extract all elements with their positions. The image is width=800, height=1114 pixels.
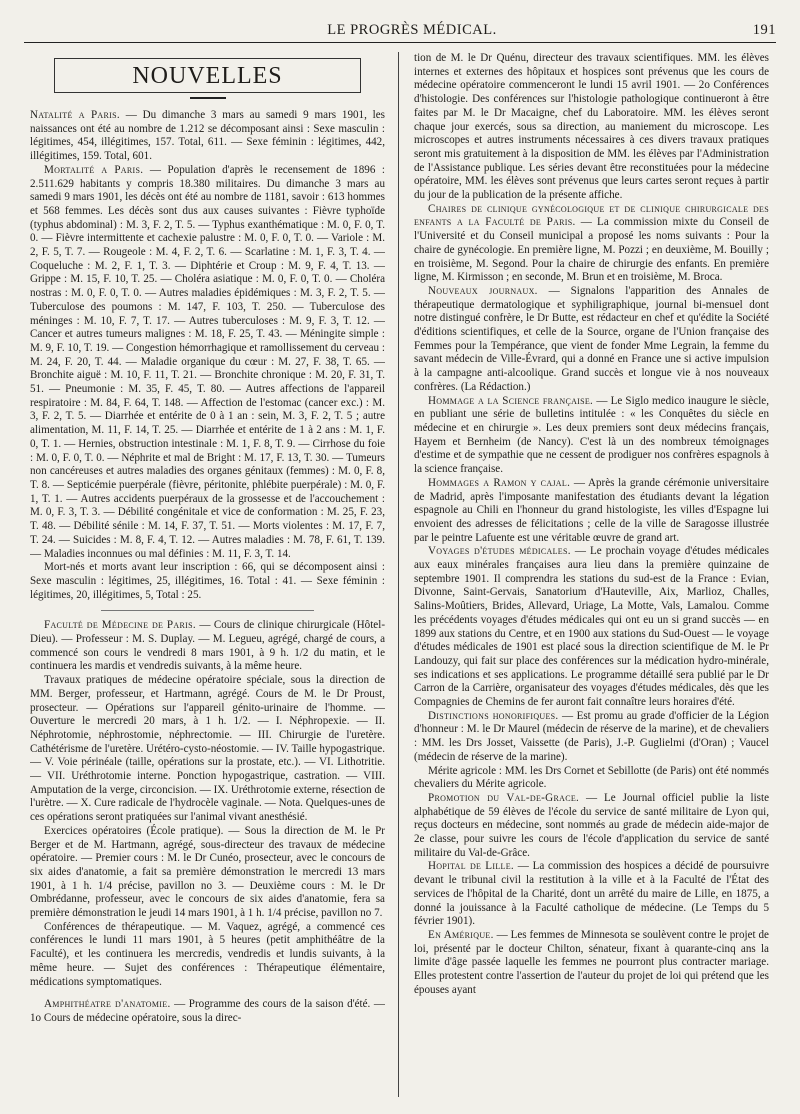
article-mortalite: Mortalité a Paris. — Population d'après le recensement de 1896 : 2.511.629 habitants y compris 18.380 militaires. Du dimanche 3 mars au samedi 9 mars 1901, les décès ont été au nombre de 1181, savoir : 613 hommes et 568 femmes. Les décès sont dus aux causes suivantes : Fièvre typhoïde (typhus abdominal) : M. 3, F. 2, T. 5. — Typhus exanthématique : M. 0, F. 0, T. 0. — Fièvre intermittente et cachexie palustre : M. 0, F. 0, T. 0. — Variole : M. 2, F. 5, T. 7. — Rougeole : M. 4, F. 2, T. 6. — Scarlatine : M. 1, F. 3, T. 4. — Coqueluche : M. 2, F. 1, T. 3. — Diphtérie et Croup : M. 9, F. 4, T. 13. — Grippe : M. 15, F. 10, T. 25. — Choléra asiatique : M. 0, F. 0, T. 0. — Choléra nostras : M. 0, F. 0, T. 0. — Autres maladies épidémiques : M. 3, F. 2, T. 5. — Tuberculose des poumons : M. 147, F. 103, T. 250. — Tuberculose des méninges : M. 10, F. 7, T. 17. — Autres tuberculoses : M. 9, F. 3, T. 12. — Cancer et autres tumeurs malignes : M. 18, F. 25, T. 43. — Méningite simple : M. 9, F. 10, T. 19. — Congestion hémorrhagique et ramollissement du cerveau : M. 24, F. 20, T. 44. — Maladie organique du cœur : M. 27, F. 38, T. 65. — Bronchite aiguë : M. 10, F. 11, T. 21. — Bronchite chronique : M. 20, F. 31, T. 51. — Pneumonie : M. 35, F. 45, T. 80. — Autres affections de l'appareil respiratoire : M. 84, F. 64, T. 148. — Affection de l'estomac (cancer exc.) : M. 3, F. 2, T. 5. — Diarrhée et entérite de 0 à 1 an : sein, M. 3, F. 2, T. 5 ; autre alimentation, M. 11, F. 14, T. 25. — Diarrhée et entérite de 1 à 2 ans : M. 1, F. 0, T. 1. — Hernies, obstruction intestinale : M. 1, F. 8, T. 9. — Cirrhose du foie : M. 0, F. 0, T. 0. — Néphrite et mal de Bright : M. 17, F. 13, T. 30. — Tumeurs non cancéreuses et autres maladies des organes génitaux (femmes) : M. 0, F. 8, T. 8. — Septicémie puerpérale (fièvre, péritonite, phlébite puerpérale) : M. 0, F. 1, T. 1. — Autres accidents puerpéraux de la grossesse et de l'accouchement : M. 0, F. 3, T. 3. — Débilité congénitale et vice de conformation : M. 25, F. 23, T. 48. — Débilité sénile : M. 14, F. 37, T. 51. — Morts violentes : M. 17, F. 7, T. 24. — Suicides : M. 8, F. 4, T. 12. — Autres maladies : M. 78, F. 61, T. 139. — Maladies inconnues ou mal définies : M. 11, F. 3, T. 14. [30,163,385,560]
right-column [414,52,769,1092]
article-ramon-y-cajal: Hommages a Ramon y cajal. — Après la grande cérémonie universitaire de Madrid, après l'imposante manifestation des étudiants devant la légation espagnole au Chili en l'honneur du grand histologiste, les villes d'Espagne lui envoient des adresses de félicitations ; celle de la ville de Saragosse illustrée par le peintre Lafuente est une véritable œuvre de grand art. [414,476,769,544]
article-natalite: Natalité a Paris. — Du dimanche 3 mars au samedi 9 mars 1901, les naissances ont été au nombre de 1.212 se décomposant ainsi : Sexe masculin : légitimes, 454, illégitimes, 157. Total, 611. — Sexe féminin : légitimes, 442, illégitimes, 159. Total, 601. [30,109,385,163]
left-column [30,52,385,1092]
article-hommage-science: Hommage a la Science française. — Le Siglo medico inaugure le siècle, en publiant une série de bulletins intitulée : « les Conquêtes du siècle en médecine et en chirurgie ». Les deux premiers sont deux médecins français, Hayem et Bernheim (de Nancy). C'est là un des nombreux témoignages d'estime et de sympathie que ne cessent de prodiguer nos confrères espagnols à la science française. [414,394,769,476]
article-exercices-operatoires: Exercices opératoires (École pratique). — Sous la direction de M. le Pr Berger et de M. Hartmann, agrégé, sous-directeur des travaux de médecine opératoire. — Premier cours : M. le Dr Cunéo, prosecteur, avec le concours de six aides d'anatomie, a fait sa première démonstration le mercredi 13 mars 1901, à 1 h. 1/4 précise, pavillon no 3. — Deuxième cours : M. le Dr Ombrédanne, professeur, avec le concours de six aides d'anatomie, fera sa première démonstration le jeudi 14 mars 1901, à 1 h. 1/4 précise, pavillon no 7. [30,824,385,920]
article-voyages-etudes: Voyages d'études médicales. — Le prochain voyage d'études médicales aux eaux minérales françaises aura lieu dans la première quinzaine de septembre 1901. Il comprendra les stations du sud-est de la France : Evian, Divonne, Saint-Gervais, Sanatorium d'Hauteville, Aix, Marlioz, Challes, Salins-Moûtiers, Brides, Allevard, Uriage, La Motte, Vals, Lamalou. Comme les précédents voyages d'études médicales qui ont eu un si grand succès — en 1899 aux stations du Centre, et en 1900 aux stations du Sud-Ouest — le voyage d'études médicales de 1901 est placé sous la direction scientifique de M. le Pr Landouzy, qui fait sur place des conférences sur la médication hydro-minérale, ses indications et ses applications. Le programme détaillé sera publié par le Dr Carron de la Carrière, organisateur des voyages d'études médicales, dès que les Compagnies de Chemins de fer auront fait connaître leurs horaires d'été. [414,545,769,709]
article-amphitheatre: Amphithéatre d'anatomie. — Programme des cours de la saison d'été. — 1o Cours de médecine opératoire, sous la direc- [30,998,385,1024]
journal-title: LE PROGRÈS MÉDICAL. [327,22,497,38]
page-number: 191 [752,22,776,38]
article-chaires-clinique: Chaires de clinique gynécologique et de clinique chirurgicale des enfants a la Faculté de Paris. — La commission mixte du Conseil de l'Université et du Conseil municipal a proposé les noms suivants : Pour la chaire de gynécologie. En première ligne, M. Pozzi ; en deuxième, M. Bouilly ; en troisième, M. Segond. Pour la chaire de chirurgie des enfants. En première ligne, M. Kirmisson ; en seconde, M. Brun et en troisième, M. Broca. [414,202,769,284]
article-conferences-therapeutique: Conférences de thérapeutique. — M. Vaquez, agrégé, a commencé ces conférences le lundi 11 mars 1901, à 5 heures (petit amphithéâtre de la Faculté), et les continuera les mercredis, vendredis et lundis suivants, à la même heure. — Sujet des conférences : Thérapeutique élémentaire, médications symptomatiques. [30,920,385,988]
column-rule [398,52,399,1097]
separator-rule [101,610,314,611]
section-title: NOUVELLES [54,58,361,93]
article-travaux-pratiques: Travaux pratiques de médecine opératoire spéciale, sous la direction de MM. Berger, professeur, et Hartmann, agrégé. Cours de M. le Dr Proust, prosecteur. — Opérations sur l'appareil génito-urinaire de l'homme. — Ouverture le mercredi 20 mars, à 1 h. 1/2. — I. Néphropexie. — II. Néphrotomie, néphrostomie, néphrectomie. — III. Chirurgie de l'uretère. Cathétérisme de l'uretère. Urétéro-cysto-néostomie. — IV. Taille hypogastrique. — V. Voie périnéale (taille, opérations sur la prostate, etc.). — VI. Lithotritie. — VII. Uréthrotomie interne. Ponction hypogastrique, castration. — VIII. Amputation de la verge, circoncision. — IX. Uréthrotomie externe, résection de l'urètre. — X. Cure radicale de l'hydrocèle vaginale. — Nota. Quelques-unes de ces opérations seront pratiquées sur l'animal vivant anesthésié. [30,674,385,824]
article-distinctions: Distinctions honorifiques. — Est promu au grade d'officier de la Légion d'honneur : M. le Dr Maurel (médecin de réserve de la marine), et de chevaliers : MM. les Drs Josset, Vaissette (de Paris), J.-P. Guglielmi (d'Oran) ; Vaucel (médecin de réserve de la marine). [414,709,769,763]
article-merite-agricole: Mérite agricole : MM. les Drs Cornet et Sebillotte (de Paris) ont été nommés chevaliers du Mérite agricole. [414,764,769,791]
running-head [48,22,776,40]
title-dash [190,97,226,99]
article-val-de-grace: Promotion du Val-de-Grace. — Le Journal officiel publie la liste alphabétique de 59 élèves de l'école du service de santé militaire de Lyon qui, reçus docteurs en médecine, sont nommés au grade de médecin aide-major de 2e classe, pour suivre les cours de l'école d'application du service de santé militaire du Val-de-Grâce. [414,791,769,859]
article-nouveaux-journaux: Nouveaux journaux. — Signalons l'apparition des Annales de thérapeutique dermatologique et syphiligraphique, journal bi-mensuel dont notre distingué confrère, le Dr Butte, est rédacteur en chef et qu'édite la Société d'éditions scientifiques, et celle de la Source, organe de l'Union française des Femmes pour la Tempérance, que vient de fonder Mme Legrain, la femme du savant médecin de Ville-Évrard, qui a donné en France une si active impulsion à la campagne anti-alcoolique. Grand succès et longue vie à nos nouveaux confrères. (La Rédaction.) [414,284,769,393]
article-en-amerique: En Amérique. — Les femmes de Minnesota se soulèvent contre le projet de loi, présenté par le docteur Chilton, sénateur, fixant à quarante-cinq ans la limite d'âge passée laquelle les femmes ne pourront plus contracter mariage. Elles protestent contre l'assertion de l'auteur du projet de loi qui prétend que les épouses ayant [414,929,769,996]
article-hopital-lille: Hopital de Lille. — La commission des hospices a décidé de poursuivre devant le tribunal civil la restitution à la ville et à la Faculté de l'État des services de l'hôpital de la Charité, dont un arrêté du maire de Lille, en 1875, a donné la jouissance à la Faculté catholique de médecine. (Le Temps du 5 février 1901). [414,860,769,928]
article-amphitheatre-cont: tion de M. le Dr Quénu, directeur des travaux scientifiques. MM. les élèves internes et externes des hôpitaux et hospices sont prévenus que les cours de médecine opératoire commenceront le lundi 15 avril 1901. — 2o Conférences d'histologie. Des conférences sur l'histologie pathologique continueront à être faites par M. le Dr Macaigne, chef du Laboratoire. MM. les élèves seront chaque jour exercés, sous sa direction, au maniement du microscope. Les microscopes et autres instruments nécessaires à ces divers travaux pratiques seront mis gratuitement à la disposition de MM. les élèves par l'Administration de l'Assistance publique. Les séries devant être reconstituées pour la médecine opératoire, MM. les élèves sont prévenus que leurs cartes seront reçues à partir du jour de la publication de la présente affiche. [414,52,769,202]
header-rule [24,42,776,43]
article-faculte-medecine: Faculté de Médecine de Paris. — Cours de clinique chirurgicale (Hôtel-Dieu). — Professeur : M. S. Duplay. — M. Legueu, agrégé, chargé de cours, a commencé son cours le vendredi 8 mars 1901, à 9 h. 1/2 du matin, et le continuera les mardis et vendredis suivants, à la même heure. [30,619,385,673]
article-mort-nes: Mort-nés et morts avant leur inscription : 66, qui se décomposent ainsi : Sexe masculin : légitimes, 25, illégitimes, 16. Total : 41. — Sexe féminin : légitimes, 20, illégitimes, 5, Total : 25. [30,561,385,601]
